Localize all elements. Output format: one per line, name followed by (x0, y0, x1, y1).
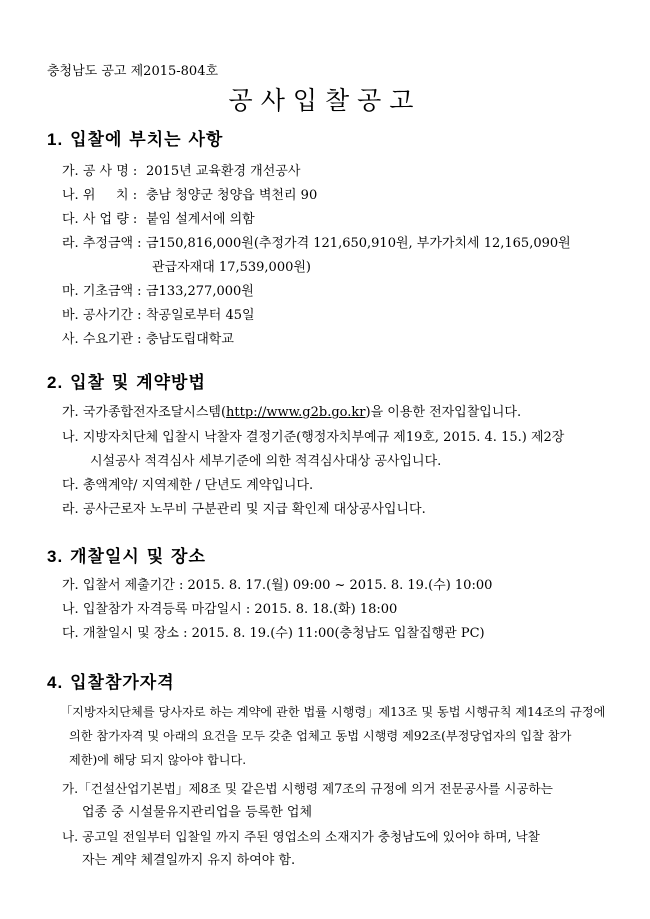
list-item (62, 236, 571, 252)
item-label: 바. 공사기간 : (62, 308, 142, 323)
section-4-heading (47, 672, 175, 694)
list-item (62, 212, 255, 228)
list-item-continuation: 관급자재대 17,539,000원) (152, 260, 311, 275)
section-number: 1. (47, 130, 64, 149)
list-item (62, 164, 300, 180)
section-heading-text: 개찰일시 및 장소 (70, 547, 206, 567)
list-item (62, 332, 234, 348)
section-number: 2. (47, 373, 64, 392)
paragraph-line: 「지방자치단체를 당사자로 하는 계약에 관한 법률 시행령」제13조 및 동법 시행규칙 제14조의 규정에 (60, 705, 606, 719)
page-title: 공사입찰공고 (228, 86, 422, 115)
item-value: 붙임 설계서에 의함 (146, 212, 255, 227)
section-2-heading (47, 372, 206, 394)
section-1-heading (47, 129, 223, 151)
item-value: 2015년 교육환경 개선공사 (146, 164, 301, 179)
list-item: 가. 입찰서 제출기간 : 2015. 8. 17.(월) 09:00 ~ 2015. 8. 19.(수) 10:00 (62, 578, 493, 593)
item-value: 충남도립대학교 (146, 332, 234, 347)
list-item-continuation: 자는 계약 체결일까지 유지 하여야 함. (82, 853, 296, 868)
item-text: 가. 국가종합전자조달시스템( (62, 405, 227, 420)
item-value: 금150,816,000원(추정가격 121,650,910원, 부가가치세 12,165,090원 (146, 236, 571, 251)
section-heading-text: 입찰 및 계약방법 (70, 373, 206, 393)
section-number: 4. (47, 673, 64, 692)
item-value: 착공일로부터 45일 (146, 308, 255, 323)
list-item: 나. 지방자치단체 입찰시 낙찰자 결정기준(행정자치부예규 제19호, 2015. 4. 15.) 제2장 (62, 430, 565, 445)
paragraph-line: 제한)에 해당 되지 않아야 합니다. (69, 753, 247, 767)
item-label: 마. 기초금액 : (62, 284, 142, 299)
list-item (62, 405, 521, 421)
list-item: 다. 총액계약/ 지역제한 / 단년도 계약입니다. (62, 478, 314, 493)
g2b-link[interactable]: http://www.g2b.go.kr (226, 405, 366, 420)
section-number: 3. (47, 547, 64, 566)
list-item: 가.「건설산업기본법」제8조 및 같은법 시행령 제7조의 규정에 의거 전문공사를 시공하는 (62, 781, 553, 796)
notice-number: 충청남도 공고 제2015-804호 (47, 64, 219, 79)
list-item: 라. 공사근로자 노무비 구분관리 및 지급 확인제 대상공사입니다. (62, 502, 426, 517)
section-heading-text: 입찰참가자격 (70, 673, 175, 693)
list-item: 나. 입찰참가 자격등록 마감일시 : 2015. 8. 18.(화) 18:00 (62, 602, 398, 617)
list-item-continuation: 시설공사 적격심사 세부기준에 의한 적격심사대상 공사입니다. (90, 454, 442, 469)
item-value: 금133,277,000원 (146, 284, 254, 299)
item-label: 라. 추정금액 : (62, 236, 142, 251)
list-item-continuation: 업종 중 시설물유지관리업을 등록한 업체 (82, 805, 313, 820)
item-label: 가. 공 사 명 : (62, 164, 138, 179)
list-item (62, 308, 255, 324)
list-item: 나. 공고일 전일부터 입찰일 까지 주된 영업소의 소재지가 충청남도에 있어야 하며, 낙찰 (62, 829, 540, 844)
item-label: 다. 사 업 량 : (62, 212, 138, 227)
list-item: 다. 개찰일시 및 장소 : 2015. 8. 19.(수) 11:00(충청남도 입찰집행관 PC) (62, 626, 485, 641)
section-heading-text: 입찰에 부치는 사항 (70, 130, 224, 150)
item-text: )을 이용한 전자입찰입니다. (365, 405, 522, 420)
item-value: 충남 청양군 청양읍 벽천리 90 (146, 188, 318, 203)
list-item (62, 188, 317, 204)
item-label: 나. 위 치 : (62, 188, 138, 203)
item-label: 사. 수요기관 : (62, 332, 142, 347)
list-item (62, 284, 254, 300)
section-3-heading (47, 546, 206, 568)
paragraph-line: 의한 참가자격 및 아래의 요건을 모두 갖춘 업체고 동법 시행령 제92조(부정당업자의 입찰 참가 (69, 729, 572, 743)
